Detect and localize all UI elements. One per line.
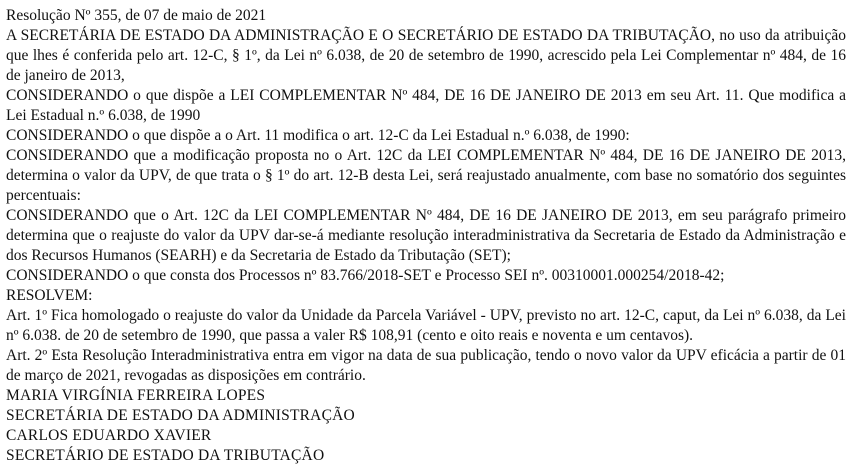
considering-paragraph-2: CONSIDERANDO o que dispõe a o Art. 11 modifica o art. 12-C da Lei Estadual n.º 6.038, de 1990: — [6, 127, 630, 144]
article-2: Art. 2º Esta Resolução Interadministrativa entra em vigor na data de sua publicação, tendo o novo valor da UPV eficácia a partir de 01 de março de 2021, revogadas as disposições em contrário. — [6, 347, 846, 384]
signatory-2-name: CARLOS EDUARDO XAVIER — [6, 427, 212, 444]
signatory-2-title: SECRETÁRIO DE ESTADO DA TRIBUTAÇÃO — [6, 447, 325, 464]
considering-paragraph-1: CONSIDERANDO o que dispõe a LEI COMPLEMENTAR Nº 484, DE 16 DE JANEIRO DE 2013 em seu Art. 11. Que modifica a Lei Estadual n.º 6.038, de 1990 — [6, 87, 846, 124]
signatory-1-name: MARIA VIRGÍNIA FERREIRA LOPES — [6, 387, 266, 404]
considering-paragraph-4: CONSIDERANDO que o Art. 12C da LEI COMPLEMENTAR Nº 484, DE 16 DE JANEIRO DE 2013, em seu parágrafo primeiro determina que o reajuste do valor da UPV dar-se-á mediante resolução interadministrativa da Secretaria de Estado da Administração e dos Recursos Humanos (SEARH) e da Secretaria de Estado da Tributação (SET); — [6, 207, 846, 264]
article-1: Art. 1º Fica homologado o reajuste do valor da Unidade da Parcela Variável - UPV, previsto no art. 12-C, caput, da Lei nº 6.038, da Lei nº 6.038. de 20 de setembro de 1990, que passa a valer R$ 108,91 (cento e oito reais e noventa e um centavos). — [6, 307, 846, 344]
signatory-1-title: SECRETÁRIA DE ESTADO DA ADMINISTRAÇÃO — [6, 407, 355, 424]
intro-paragraph: A SECRETÁRIA DE ESTADO DA ADMINISTRAÇÃO E O SECRETÁRIO DE ESTADO DA TRIBUTAÇÃO, no uso da atribuição que lhes é conferida pelo art. 12-C, § 1º, da Lei nº 6.038, de 20 de setembro de 1990, acrescido pela Lei Complementar nº 484, de 16 de janeiro de 2013, — [6, 27, 846, 84]
considering-paragraph-3: CONSIDERANDO que a modificação proposta no o Art. 12C da LEI COMPLEMENTAR Nº 484, DE 16 DE JANEIRO DE 2013, determina o valor da UPV, de que trata o § 1º do art. 12-B desta Lei, será reajustado anualmente, com base no somatório dos seguintes percentuais: — [6, 147, 846, 204]
considering-paragraph-5: CONSIDERANDO o que consta dos Processos nº 83.766/2018-SET e Processo SEI nº. 00310001.000254/2018-42; — [6, 267, 725, 284]
resolve-label: RESOLVEM: — [6, 287, 93, 304]
resolution-heading: Resolução Nº 355, de 07 de maio de 2021 — [6, 7, 267, 24]
